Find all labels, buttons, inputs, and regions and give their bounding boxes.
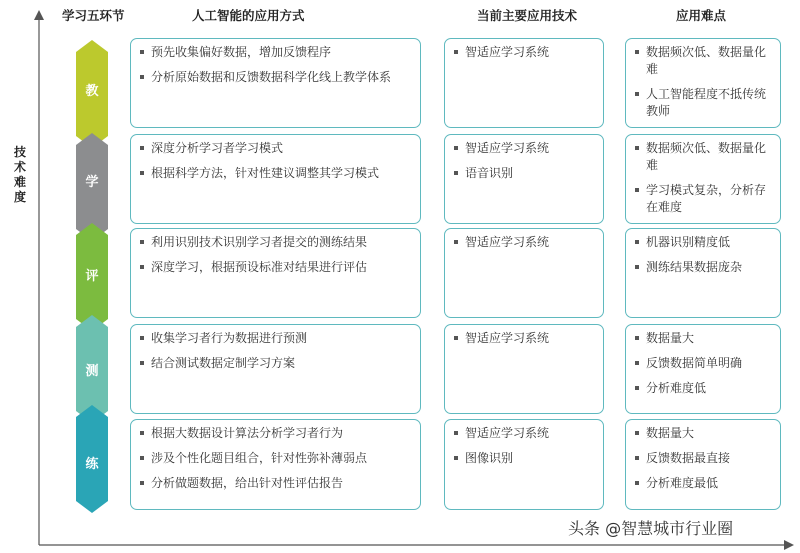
difficulty-box-teach — [625, 38, 781, 128]
stage-label-learn: 学 — [85, 175, 99, 190]
list-item: 涉及个性化题目组合，针对性弥补薄弱点 — [139, 450, 412, 467]
list-item: 智适应学习系统 — [453, 234, 595, 251]
list-item: 分析做题数据，给出针对性评估报告 — [139, 475, 412, 492]
y-axis-arrow — [34, 10, 44, 20]
tech-box-test — [444, 324, 604, 414]
list-item: 预先收集偏好数据，增加反馈程序 — [139, 44, 412, 61]
watermark: 头条 @智慧城市行业圈 — [568, 519, 734, 538]
list-item: 结合测试数据定制学习方案 — [139, 355, 412, 372]
difficulty-box-evaluate — [625, 228, 781, 318]
list-item: 收集学习者行为数据进行预测 — [139, 330, 412, 347]
list-item: 分析原始数据和反馈数据科学化线上教学体系 — [139, 69, 412, 86]
list-item: 人工智能程度不抵传统教师 — [634, 86, 772, 120]
list-item: 数据量大 — [634, 425, 772, 442]
list-item: 智适应学习系统 — [453, 140, 595, 157]
tech-box-teach — [444, 38, 604, 128]
tech-box-practice — [444, 419, 604, 510]
header-difficulty: 应用难点 — [676, 8, 727, 23]
list-item: 智适应学习系统 — [453, 44, 595, 61]
stage-label-practice: 练 — [85, 457, 99, 472]
methods-box-evaluate — [130, 228, 421, 318]
list-item: 智适应学习系统 — [453, 330, 595, 347]
list-item: 数据频次低、数据量化难 — [634, 44, 772, 78]
list-item: 深度分析学习者学习模式 — [139, 140, 412, 157]
list-item: 利用识别技术识别学习者提交的测练结果 — [139, 234, 412, 251]
difficulty-box-learn — [625, 134, 781, 224]
stage-label-evaluate: 评 — [85, 269, 99, 284]
tech-box-evaluate — [444, 228, 604, 318]
list-item: 深度学习，根据预设标准对结果进行评估 — [139, 259, 412, 276]
list-item: 分析难度最低 — [634, 475, 772, 492]
list-item: 学习模式复杂，分析存在难度 — [634, 182, 772, 216]
list-item: 语音识别 — [453, 165, 595, 182]
list-item: 反馈数据简单明确 — [634, 355, 772, 372]
list-item: 图像识别 — [453, 450, 595, 467]
list-item: 测练结果数据庞杂 — [634, 259, 772, 276]
stage-label-test: 测 — [85, 364, 99, 379]
x-axis-arrow — [784, 540, 794, 550]
list-item: 智适应学习系统 — [453, 425, 595, 442]
list-item: 数据量大 — [634, 330, 772, 347]
header-stages: 学习五环节 — [62, 8, 125, 23]
methods-box-learn — [130, 134, 421, 224]
list-item: 根据科学方法，针对性建议调整其学习模式 — [139, 165, 412, 182]
methods-box-test — [130, 324, 421, 414]
list-item: 机器识别精度低 — [634, 234, 772, 251]
y-axis-label: 技术难度 — [14, 145, 27, 204]
header-methods: 人工智能的应用方式 — [192, 8, 305, 23]
header-tech: 当前主要应用技术 — [477, 8, 578, 23]
tech-box-learn — [444, 134, 604, 224]
difficulty-box-test — [625, 324, 781, 414]
list-item: 数据频次低、数据量化难 — [634, 140, 772, 174]
difficulty-box-practice — [625, 419, 781, 510]
stage-label-teach: 教 — [85, 84, 99, 99]
list-item: 根据大数据设计算法分析学习者行为 — [139, 425, 412, 442]
methods-box-practice — [130, 419, 421, 510]
list-item: 分析难度低 — [634, 380, 772, 397]
methods-box-teach — [130, 38, 421, 128]
list-item: 反馈数据最直接 — [634, 450, 772, 467]
